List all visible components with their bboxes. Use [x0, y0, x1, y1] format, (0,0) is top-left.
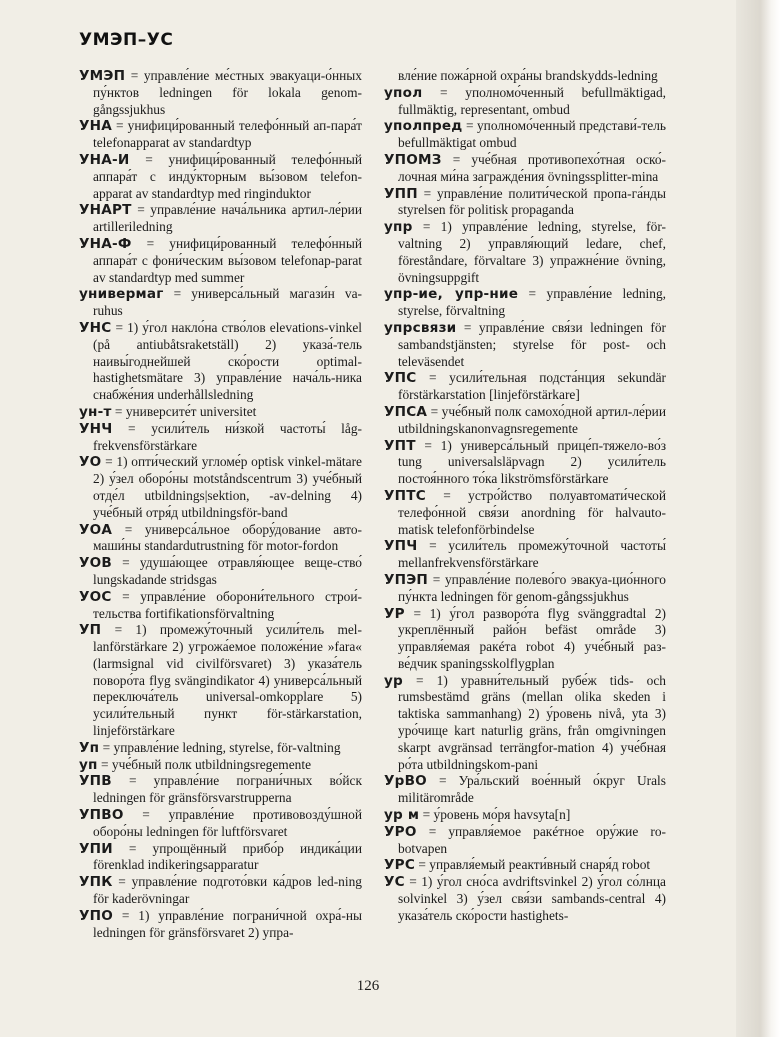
entry-headword: УОС: [79, 588, 112, 605]
entry-definition: = управле́ние ledning, styrelse, förvaltning: [398, 286, 666, 319]
dictionary-entry: [384, 874, 666, 924]
entry-headword: УПЭП: [384, 571, 429, 588]
entry-headword: ур: [384, 672, 403, 689]
dictionary-entry: [384, 85, 666, 119]
entry-definition: вле́ние пожа́рной охра́ны brandskydds-ledning: [398, 68, 658, 83]
entry-definition: = 1) у́гол сно́са avdriftsvinkel 2) у́гол со́лнца solvinkel 3) у́зел свя́зи sambands-central 4) указа́тель ско́рости hastighets-: [398, 874, 666, 923]
dictionary-entry: [79, 320, 362, 404]
entry-definition: = управле́ние ме́стных эвакуаци-о́нных пу́нктов ledningen för lokala genom-gångssjukhus: [93, 68, 362, 117]
entry-definition: = уполномо́ченный представи́-тель befullmäktigat ombud: [398, 118, 666, 151]
dictionary-entry: [79, 236, 362, 286]
entry-headword: ур м: [384, 807, 420, 824]
dictionary-entry: [384, 404, 666, 438]
entry-definition: = универса́льный магази́н va-ruhus: [93, 286, 362, 319]
entry-definition: = 1) уравни́тельный рубе́ж tids- och rumsbestämd gräns (mellan olika skeden i taktiska sammanhang) 2) у́ровень nivå, yta 3) уро́чище kart naturlig gräns, från omgivningen skarpt avgränsad terrängfor-mation 4) уче́бная ро́та utbildningskom-pani: [398, 672, 666, 772]
entry-headword: УПТС: [384, 487, 426, 504]
page-number: 126: [356, 978, 380, 994]
dictionary-entry: [79, 841, 362, 875]
dictionary-entry: [79, 286, 362, 320]
entry-definition: = 1) универса́льный прице́п-тяжело-во́з tung universalsläpvagn 2) усили́тель постоя́нного то́ка likströmsförstärkare: [398, 437, 666, 487]
dictionary-entry: [79, 555, 362, 589]
dictionary-entry: [384, 320, 666, 370]
entry-headword: УПВ: [79, 773, 112, 790]
entry-headword: УНА: [79, 118, 112, 135]
dictionary-entry: [384, 370, 666, 404]
dictionary-entry: [384, 219, 666, 286]
entry-headword: ун-т: [79, 403, 112, 420]
entry-headword: упол: [384, 84, 423, 101]
entry-headword: УрВО: [384, 773, 427, 790]
entry-definition: = университе́т universitet: [111, 403, 257, 419]
entry-headword: УНС: [79, 319, 112, 336]
entry-definition: = унифици́рованный телефо́нный аппара́т с фони́ческим вы́зовом telefonap-parat av standardtyp med summer: [93, 235, 362, 285]
entry-definition: = 1) у́гол накло́на ство́лов elevations-vinkel (på antiubåtsraketställ) 2) указа́-тель наивы́годнейшей ско́рости optimal-hastighetsmätare 3) управле́ние нача́ль-ника снабже́ния underhållsledning: [93, 319, 362, 403]
entry-headword: УП: [79, 622, 102, 639]
dictionary-entry: [79, 622, 362, 740]
entry-headword: УНЧ: [79, 420, 113, 437]
dictionary-entry: [384, 152, 666, 186]
entry-definition: = управле́ние ledning, styrelse, för-valtning: [99, 739, 341, 755]
entry-definition: = у́ровень мо́ря havsyta[n]: [419, 807, 571, 823]
dictionary-entry: [384, 807, 666, 824]
entry-headword: УР: [384, 605, 405, 622]
entry-definition: = управле́ние противовозду́шной оборо́ны ledningen för luftförsvaret: [93, 807, 362, 839]
left-column: [79, 68, 362, 941]
entry-definition: = Ура́льский вое́нный о́круг Urals militärområde: [398, 773, 666, 806]
dictionary-entry: [384, 606, 666, 673]
dictionary-entry: [384, 773, 666, 807]
entry-definition: = унифици́рованный телефо́нный ап-пара́т telefonapparat av standardtyp: [93, 118, 362, 151]
dictionary-entry: [79, 202, 362, 236]
dictionary-entry: [79, 773, 362, 807]
entry-headword: УМЭП: [79, 68, 126, 84]
entry-headword: УРО: [384, 823, 417, 840]
entry-definition: = уче́бная противопехо́тная оско́-лочная ми́на загражде́ния övningssplitter-mina: [398, 151, 666, 184]
dictionary-entry: [79, 807, 362, 841]
dictionary-entry: [79, 589, 362, 623]
entry-headword: упр-ие, упр-ние: [384, 286, 519, 303]
entry-definition: = упрощённый прибо́р индика́ции förenklad indikeringsapparatur: [93, 840, 362, 873]
dictionary-entry: [79, 152, 362, 202]
dictionary-entry: [384, 673, 666, 774]
entry-headword: УНАРТ: [79, 202, 132, 219]
entry-definition: = 1) управле́ние ledning, styrelse, för-valtning 2) управля́ющий ledare, chef, föreståndare, förvaltare 3) упражне́ние övning, övningsuppgift: [398, 219, 666, 285]
dictionary-entry: [79, 874, 362, 908]
entry-headword: УОА: [79, 521, 113, 538]
entry-headword: УПТ: [384, 437, 416, 454]
entry-headword: УРС: [384, 857, 416, 874]
entry-headword: УПИ: [79, 840, 113, 857]
entry-definition: = управле́ние пограни́чных во́йск ledningen för gränsförsvarstrupperna: [93, 773, 362, 806]
dictionary-entry: [384, 538, 666, 572]
entry-definition: = универса́льное обору́дование авто-маши́ны standardutrustning för motor-fordon: [93, 521, 362, 554]
dictionary-entry: [79, 118, 362, 152]
dictionary-entry: [384, 438, 666, 488]
entry-headword: Уп: [79, 739, 100, 756]
dictionary-entry: [79, 404, 362, 421]
entry-headword: УПЧ: [384, 538, 418, 555]
entry-definition: = управле́ние полити́ческой пропа-га́нды styrelsen för politisk propaganda: [398, 185, 666, 218]
entry-headword: УПОМЗ: [384, 151, 442, 168]
entry-definition: = усили́тель ни́зкой частоты́ låg-frekvensförstärkare: [93, 420, 362, 453]
entry-headword: УНА-Ф: [79, 235, 132, 252]
entry-headword: универмаг: [79, 286, 164, 303]
page-edge-shadow: [736, 0, 780, 1037]
entry-definition: = усили́тель промежу́точной частоты́ mellanfrekvensförstärkare: [398, 538, 666, 571]
dictionary-entry: [79, 908, 362, 942]
entry-definition: = 1) управле́ние пограни́чной охра́-ны ledningen för gränsförsvaret 2) упра-: [93, 907, 362, 940]
entry-definition: = удуша́ющее отравля́ющее веще-ство́ lungskadande stridsgas: [93, 555, 362, 587]
entry-definition: = усили́тельная подста́нция sekundär förstärkarstation [linjeförstärkare]: [398, 370, 666, 403]
entry-headword: упрсвязи: [384, 319, 457, 336]
entry-headword: УПК: [79, 874, 113, 891]
right-column: [384, 68, 666, 925]
entry-headword: УО: [79, 454, 102, 471]
dictionary-entry: [79, 757, 362, 774]
entry-definition: = устро́йство полуавтомати́ческой телефо́нной свя́зи anordning för halvauto-matisk telefonförbindelse: [398, 487, 666, 537]
dictionary-entry: [79, 421, 362, 455]
entry-headword: упр: [384, 219, 413, 236]
dictionary-entry: [79, 522, 362, 556]
entry-definition: = управле́ние подгото́вки ка́дров led-ning för kaderövningar: [93, 874, 362, 907]
entry-headword: УПП: [384, 185, 418, 202]
entry-definition: = управле́ние оборони́тельного строи́-тельства fortifikationsförvaltning: [93, 588, 362, 621]
entry-headword: УС: [384, 874, 405, 891]
entry-headword: УПСА: [384, 403, 428, 420]
dictionary-entry: [79, 454, 362, 521]
entry-definition: = управле́ние нача́льника артил-ле́рии artilleriledning: [93, 202, 362, 235]
entry-definition: = управля́емое ракéтное ору́жие ro-botvapen: [398, 823, 666, 856]
entry-headword: УОВ: [79, 555, 112, 572]
dictionary-entry: [384, 572, 666, 606]
entry-headword: УПС: [384, 370, 417, 387]
dictionary-entry: [384, 286, 666, 320]
entry-headword: УПО: [79, 907, 114, 924]
entry-definition: = уче́бный полк utbildningsregemente: [97, 756, 312, 772]
dictionary-entry: [79, 68, 362, 118]
entry-definition: = унифици́рованный телефо́нный аппара́т с инду́кторным вы́зовом telefon-apparat av standardtyp med ringinduktor: [93, 151, 362, 201]
dictionary-entry: [384, 488, 666, 538]
entry-definition: = управля́емый реакти́вный снаря́д robot: [415, 857, 651, 873]
dictionary-entry: [384, 824, 666, 858]
entry-headword: уп: [79, 756, 98, 773]
entry-headword: уполпред: [384, 118, 463, 135]
entry-definition: = 1) промежу́точный усили́тель mel-lanförstärkare 2) угрожа́емое положе́ние »fara« (larmsignal vid civilförsvaret) 3) указа́тель поворо́та flyg svängindikator 4) универса́льный переключа́тель universal-omkopplare 5) усили́тельный пункт för-stärkarstation, linjeförstärkare: [93, 622, 362, 739]
entry-definition: = 1) опти́ческий угломе́р optisk vinkel-mätare 2) у́зел оборо́ны motståndscentrum 3) уче́бный отде́л utbildnings|sektion, -av-delning 4) уче́бный отря́д utbildningsför-band: [93, 454, 362, 520]
dictionary-entry: [384, 68, 666, 85]
entry-definition: = управле́ние свя́зи ledningen för sambandstjänsten; styrelse för post- och televäsendet: [398, 319, 666, 369]
entry-definition: = 1) у́гол разворо́та flyg svänggradtal 2) укреплённый райо́н befäst område 3) управля́емая ракéта robot 4) уче́бный раз-ве́дчик spaningsskolflygplan: [398, 605, 666, 671]
entry-headword: УПВО: [79, 807, 124, 824]
entry-definition: = уполномо́ченный befullmäktigad, fullmäktig, representant, ombud: [398, 84, 666, 117]
running-head: УМЭП–УС: [79, 30, 174, 50]
entry-headword: УНА-И: [79, 151, 130, 168]
dictionary-entry: [384, 118, 666, 152]
entry-definition: = управле́ние полево́го эвакуа-цио́нного пу́нкта ledningen för genom-gångssjukhus: [398, 571, 666, 604]
dictionary-entry: [384, 857, 666, 874]
dictionary-entry: [79, 740, 362, 757]
dictionary-entry: [384, 186, 666, 220]
entry-definition: = уче́бный полк самохо́дной артил-ле́рии utbildningskanonvagnsregemente: [398, 403, 666, 436]
